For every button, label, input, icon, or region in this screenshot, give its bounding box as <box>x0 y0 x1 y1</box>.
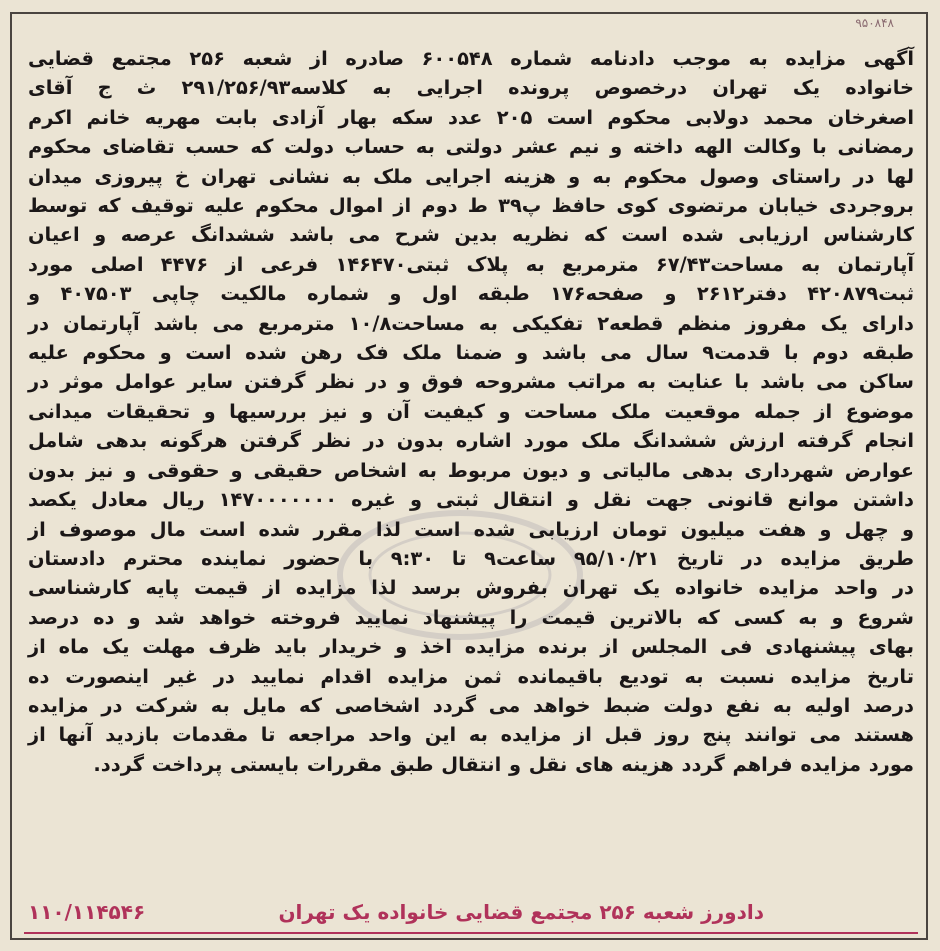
notice-line: انجام گرفته ارزش ششدانگ ملک مورد اشاره بدون در نظر گرفتن هرگونه بدهی شامل <box>28 429 914 453</box>
notice-line: دارای یک مفروز منظم قطعه۲ تفکیکی به مساحت۱۰/۸ مترمربع می باشد آپارتمان در <box>28 311 914 335</box>
notice-line: مورد مزایده فراهم گردد هزینه های نقل و انتقال طبق مقررات بایستی پرداخت گردد. <box>93 752 914 776</box>
notice-body <box>28 44 914 779</box>
notice-line: بهای پیشنهادی فی المجلس از برنده مزایده اخذ و خریدار باید ظرف مهلت یک ماه از <box>28 635 914 659</box>
notice-line: داشتن موانع قانونی جهت نقل و انتقال ثبتی و غیره ۱۴۷۰۰۰۰۰۰۰ ریال معادل یکصد <box>28 488 914 512</box>
notice-line: طریق مزایده در تاریخ ۹۵/۱۰/۲۱ ساعت۹ تا ۹:۳۰ با حضور نماینده محترم دادستان <box>28 546 915 570</box>
notice-line: هستند می توانند پنج روز قبل از مزایده به این واحد مراجعه تا مقدمات بازدید آنها از <box>28 723 914 747</box>
notice-line: و چهل و هفت میلیون تومان ارزیابی شده است لذا مقرر شده است مال موصوف از <box>28 517 914 541</box>
notice-line: ساکن می باشد با عنایت به مراتب مشروحه فوق و در نظر گرفتن سایر عوامل موثر در <box>28 370 914 394</box>
notice-line: درصد اولیه به نفع دولت ضبط خواهد می گردد اشخاصی که مایل به شرکت در مزایده <box>28 693 914 717</box>
notice-line: آپارتمان به مساحت۶۷/۴۳ مترمربع به پلاک ثبتی۱۴۶۴۷۰ فرعی از ۴۴۷۶ اصلی مورد <box>28 252 915 276</box>
signature-organization: دادورز شعبه ۲۵۶ مجتمع قضایی خانواده یک تهران <box>278 900 764 924</box>
bottom-divider <box>24 932 918 934</box>
notice-line: در واحد مزایده خانواده یک تهران بفروش برسد لذا مزایده از قیمت پایه کارشناسی <box>28 576 914 600</box>
handwritten-note: ۹۵۰۸۴۸ <box>855 16 894 30</box>
notice-line: طبقه دوم با قدمت۹ سال می باشد و ضمنا ملک فک رهن شده است و محکوم علیه <box>28 341 915 365</box>
notice-line: خانواده یک تهران درخصوص پرونده اجرایی به کلاسه۲۹۱/۲۵۶/۹۳ ث ج آقای <box>28 76 914 100</box>
signature-code: ۱۱۰/۱۱۴۵۴۶ <box>28 900 146 924</box>
notice-line: اصغرخان محمد دولابی محکوم است ۲۰۵ عدد سکه بهار آزادی بابت مهریه خانم اکرم <box>28 105 915 129</box>
notice-line: کارشناس ارزیابی شده است که نظریه بدین شرح می باشد ششدانگ عرصه و اعیان <box>28 223 914 247</box>
notice-line: ثبت۴۲۰۸۷۹ دفتر۲۶۱۲ و صفحه۱۷۶ طبقه اول و شماره مالکیت چاپی ۴۰۷۵۰۳ و <box>28 282 914 306</box>
signature-row <box>28 900 914 924</box>
notice-line: تاریخ مزایده نسبت به تودیع باقیمانده ثمن مزایده اقدام نمایید در غیر اینصورت ده <box>28 664 914 688</box>
notice-line: رمضانی با وکالت الهه داخته و نیم عشر دولتی به حساب دولت که حسب تقاضای محکوم <box>28 135 914 159</box>
notice-line: آگهی مزایده به موجب دادنامه شماره ۶۰۰۵۴۸ صادره از شعبه ۲۵۶ مجتمع قضایی <box>28 47 914 70</box>
notice-line: عوارض شهرداری بدهی مالیاتی و دیون مربوط به اشخاص حقیقی و حقوقی و نیز بدون <box>28 458 914 482</box>
notice-line: بروجردی خیابان مرتضوی کوی حافظ پ۳۹ ط دوم از اموال محکوم علیه توقیف که توسط <box>28 194 914 218</box>
notice-line: لها در راستای وصول محکوم به و هزینه اجرایی ملک به نشانی تهران خ پیروزی میدان <box>28 164 914 188</box>
notice-line: موضوع از جمله موقعیت ملک مساحت و کیفیت آن و نیز بررسیها و تحقیقات میدانی <box>28 399 914 423</box>
notice-line: شروع و به کسی که بالاترین قیمت را پیشنهاد نمایید فروخته خواهد شد و ده درصد <box>28 605 914 629</box>
